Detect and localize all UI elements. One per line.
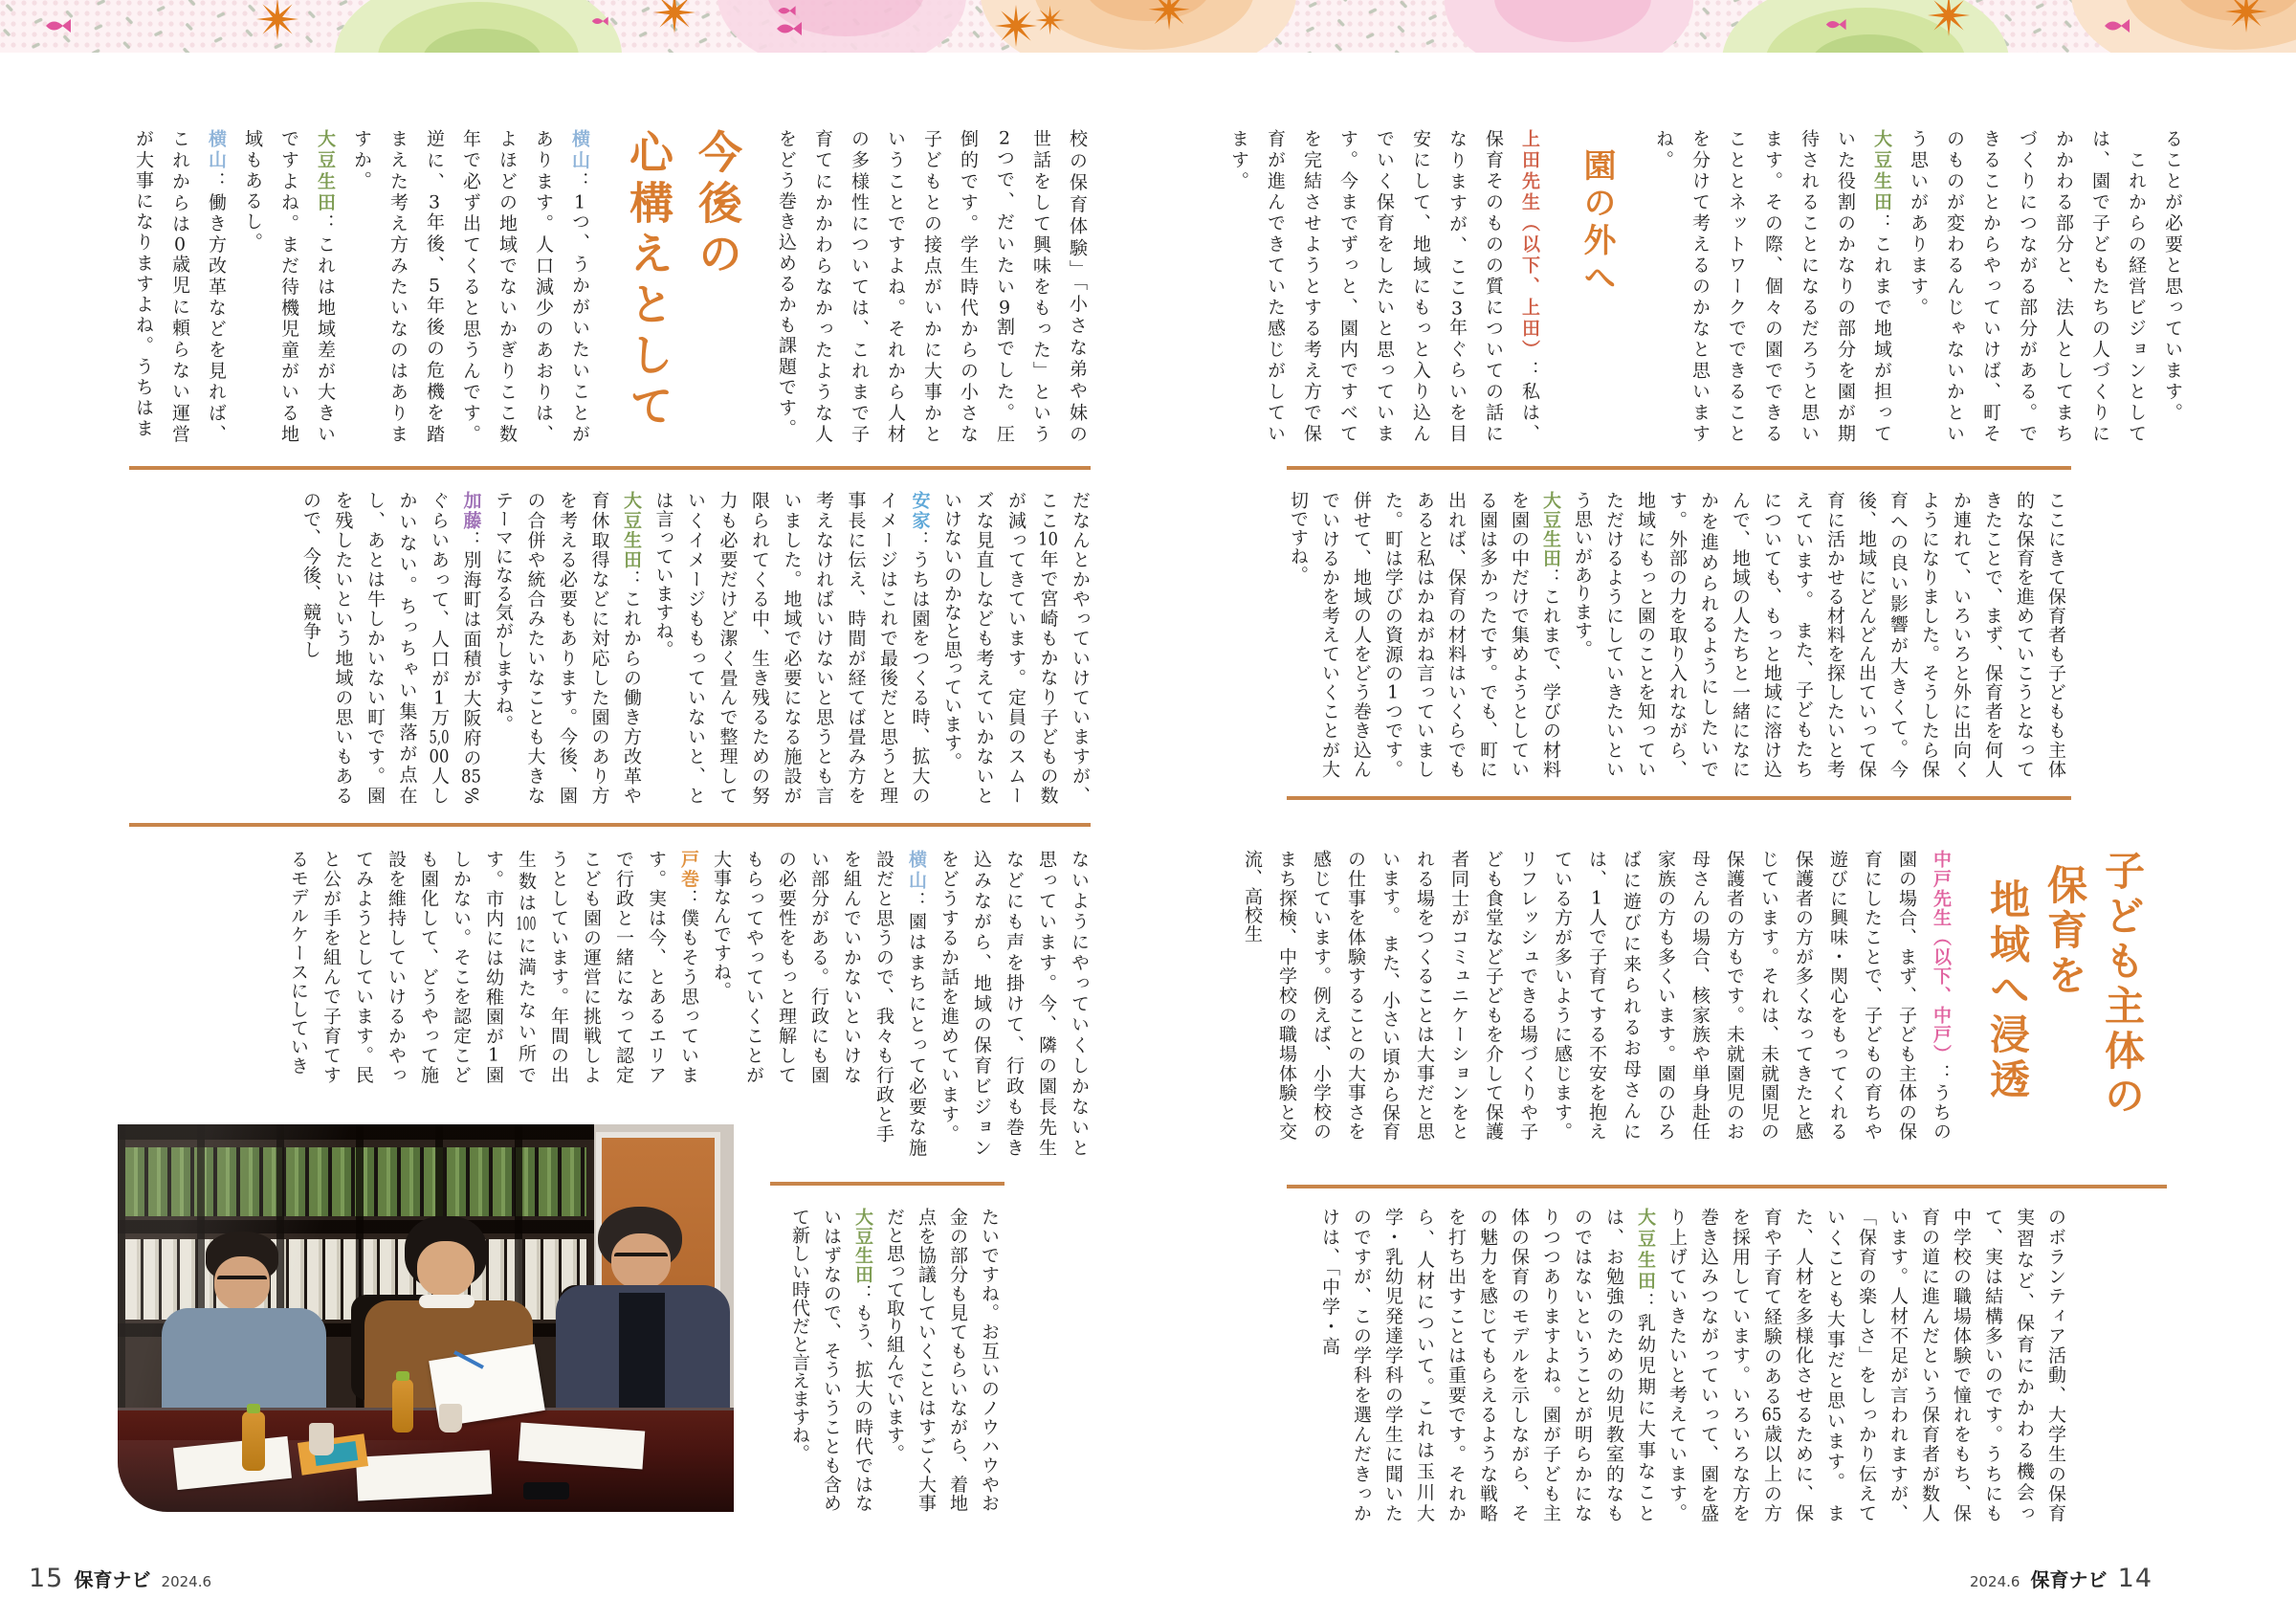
page-footer-left: [29, 1564, 211, 1593]
number: 3: [428, 193, 441, 212]
number: 1: [1590, 888, 1603, 907]
text-band-bottom: [1314, 1208, 2071, 1523]
column-block: [1282, 491, 2071, 778]
column-block: [784, 1208, 1004, 1512]
number: 5: [428, 277, 441, 296]
speaker-name: 横山: [569, 129, 590, 172]
column-block: [768, 129, 1095, 445]
paragraph: ることが必要と思っています。: [2162, 129, 2183, 424]
speech-paragraph: 戸巻：僕もそう思っています。実は今、とあるエリアで行政と一緒になって認定こども園の運営に挑戦しようとしています。年間の出生数は100に満たない所です。市内には幼稚園が1園しかない。そこを認定こども園化して、どうやって施設を維持していけるかやってみようとしています。民と公が手を組んで子育てするモデルケースにしていき: [288, 850, 699, 1084]
speaker-name: 戸巻: [678, 850, 699, 889]
speaker-name: 大豆生田: [1635, 1208, 1656, 1293]
section-divider: [1287, 796, 2071, 800]
speaker-name: 上田先生（以下、上田）: [1519, 129, 1540, 361]
section-divider: [1287, 466, 2071, 470]
column-block: [1235, 850, 1958, 1141]
number: 10: [1038, 530, 1058, 549]
photo-tea-bottle: [242, 1411, 265, 1471]
photo-paper-cup: [439, 1404, 462, 1432]
paragraph: ないようにやっていくしかないと思っています。今、隣の園長先生などにも声を掛けて、行政も巻き込みながら、地域の保育ビジョンをどうするか話を進めています。: [938, 850, 1090, 1158]
paragraph: だなんとかやっていけていますが、ここ10年で宮崎もかなり子どもの数が減ってきています。定員のスムーズな見直しなども考えていかないといけないのかなと思っています。: [941, 491, 1091, 805]
paragraph: のボランティア活動、大学生の保育実習など、保育にかかわる機会って、実は結構多いのです。うちにも中学校の職場体験で憧れをもち、保育の道に進んだという保育者が数人います。人材不足が言われますが、「保育の楽しさ」をしっかり伝えていくことも大事だと思います。 また、人材を多様化させるために、保育や子育て経験のある65歳以上の方を採用しています。いろいろな方を巻き込みつながっていって、園を盛り上げていきたいと考えています。: [1667, 1208, 2066, 1524]
number: 1: [432, 688, 446, 707]
speaker-name: 安家: [909, 491, 931, 531]
issue-date: 2024.6: [161, 1573, 212, 1590]
page-number: 14: [2117, 1564, 2152, 1593]
number: 1: [1386, 682, 1400, 701]
speaker-name: 横山: [206, 129, 227, 172]
number: 1: [573, 192, 586, 211]
magazine-name: 保育ナビ: [74, 1568, 151, 1591]
magazine-name: 保育ナビ: [2030, 1568, 2108, 1591]
section-heading-kongo-no-kokorogamae: [623, 129, 743, 445]
page-14: [1148, 0, 2296, 1621]
number: 0: [173, 235, 187, 255]
number: 9: [998, 298, 1011, 317]
column-block: [295, 491, 1096, 805]
text-band-middle: [1282, 491, 2071, 778]
speech-paragraph: 上田先生（以下、上田）：私は、保育そのものの質についての話になりますが、ここ3年ぐらいを目安にして、地域にもっと入り込んでいく保育をしたいと思っています。今までずっと、園内ですべてを完結させようとする考え方で保育が進んできていた感じがしています。: [1228, 129, 1540, 445]
section-heading-kodomo-shutai: [1984, 850, 2146, 1141]
page-footer-right: [1970, 1564, 2152, 1593]
speech-paragraph: 大豆生田：これまで地域が担っていた役割のかなりの部分を園が期待されることになるだろうと思います。その際、個々の園でできることとネットワークでできることを分けて考えるのかなと思いますね。: [1653, 129, 1892, 445]
column-block: [1314, 1208, 2071, 1523]
speech-paragraph: 大豆生田：これまで、学びの材料を園の中だけで集めようとしている園は多かったです。でも、町に出れば、保育の材料はいくらでもあると私はかねがね言っていました。町は学びの資源の1つです。併せて、地域の人をどう巻き込んでいけるかを考えていくことが大切ですね。: [1288, 491, 1561, 778]
number: 00: [429, 746, 450, 766]
issue-date: 2024.6: [1969, 1573, 2020, 1590]
section-divider: [1287, 1185, 2167, 1188]
speech-paragraph: 大豆生田：もう、拡大の時代ではないはずなので、そういうことも含めて新しい時代だと言えますね。: [789, 1208, 873, 1513]
text-band-top: [1221, 129, 2191, 445]
text-band-bottom: [784, 1208, 1004, 1512]
paragraph: を組んでいかないといけない部分がある。行政にも園の必要性をもっと理解してもらってやっていくことが大事なんですね。: [711, 850, 862, 1084]
number: 100: [516, 914, 537, 933]
photo-person-right-shirt: [619, 1293, 665, 1408]
heading-line: 保育を: [2042, 864, 2088, 999]
speaker-name: 中戸先生（以下、中戸）: [1931, 850, 1952, 1064]
speech-paragraph: 中戸先生（以下、中戸）：うちの園の場合、まず、子ども主体の保育にしたことで、子どもの育ちや遊びに興味・関心をもってくれる保護者の方が多くなってきたと感じています。それは、未就園児の保護者の方もです。未就園児のお母さんの場合、核家族や単身赴任家族の方も多くいます。園のひろばに遊びに来られるお母さんには、1人で子育てする不安を抱えている方が多いように感じます。リフレッシュできる場づくりや子ども食堂など子どもを介して保護者同士がコミュニケーションをとれる場をつくることは大事だと思います。 また、小さい頃から保育の仕事を体験することの大事さを感じています。例えば、小学校のまち探検、中学校の職場体験と交流、高校生: [1242, 850, 1952, 1142]
speaker-name: 横山: [906, 850, 927, 892]
column-block: [125, 129, 598, 445]
number: 85: [461, 767, 481, 787]
number: 3: [1450, 299, 1464, 318]
speaker-name: 大豆生田: [315, 129, 336, 214]
paragraph: ここにきて保育者も子どもも主体的な保育を進めていこうとなってきたことで、まず、保育者を何人か連れて、いろいろと外に出向くようになりました。そうしたら保育への良い影響が大きくて。今後、地域にどんどん出ていって保育に活かせる材料を探したいと考えています。 また、子どもたちについても、もっと地域に溶け込んで、地域の人たちと一緒になにかを進められるようにしたいです。外部の力を取り入れながら、地域にもっと園のことを知っていただけるようにしていきたいという思いがあります。: [1572, 491, 2066, 778]
heading-line: 地域へ浸透: [1984, 878, 2031, 1103]
heading-line: 今後の: [692, 129, 743, 281]
paragraph: たいですね。お互いのノウハウやお金の部分も見てもらいながら、着地点を協議していくことはすごく大事だと思って取り組んでいます。: [884, 1208, 1000, 1512]
speech-paragraph: 大豆生田：これは地域差が大きいですよね。まだ待機児童がいる地域もあるし。: [242, 129, 336, 446]
photo-paper-cup: [309, 1423, 334, 1455]
heading-line: 心構えとして: [623, 129, 674, 433]
speaker-name: 大豆生田: [852, 1208, 873, 1284]
section-divider: [129, 823, 1091, 827]
speech-paragraph: 加藤：別海町は面積が大阪府の85%ぐらいあって、人口が1万5,000人しかいない。ちっちゃい集落が点在し、あとは牛しかいない町です。園を残したいという地域の思いもあるので、今後、競争し: [300, 491, 482, 806]
speech-paragraph: 大豆生田：乳幼児期に大事なことは、お勉強のための幼児教室的なものではないということが明らかになりつつありますよね。園が子ども主体の保育のモデルを示しながら、その魅力を感じてもらえるような戦略を打ち出すことは重要です。それから、人材について。これは玉川大学・乳幼児発達学科の学生に聞いたのですが、この学科を選んだきっかけは、「中学・高: [1319, 1208, 1656, 1524]
photo-bottle-cap: [396, 1371, 409, 1381]
number: 65: [1761, 1406, 1782, 1425]
speech-paragraph: 横山：園はまちにとって必要な施設だと思うので、我々も行政と手: [873, 850, 927, 1159]
photo-smartphone: [523, 1482, 569, 1499]
number: 1: [487, 1046, 500, 1065]
number: 5,0: [429, 727, 450, 746]
speech-paragraph: 横山：働き方改革などを見れば、これからは0歳児に頼らない運営が大事になりますよね。うちはま: [133, 129, 227, 445]
section-heading-en-no-soto-e: 園の外へ: [1578, 148, 1616, 298]
text-band-lower: [282, 850, 1095, 1158]
column-block: [868, 850, 1095, 1158]
section-divider: [770, 1182, 1004, 1186]
text-band-top: [125, 129, 1095, 445]
photo-bottle-cap: [247, 1404, 260, 1413]
paragraph: 校の保育体験」「小さな弟や妹の世話をして興味をもった」という2つで、だいたい9割でした。圧倒的です。学生時代からの小さな子どもとの接点がいかに大事かということですよね。それから人材の多様性については、これまで子育てにかかわらなかったような人をどう巻き込めるかも課題です。: [776, 129, 1088, 445]
photo-person-left-glasses: [217, 1276, 267, 1289]
speaker-name: 大豆生田: [621, 491, 642, 570]
column-block: [1221, 129, 1548, 445]
section-divider: [129, 466, 1091, 470]
text-band-middle: [295, 491, 1096, 805]
column-block-above-photo: [282, 850, 868, 1084]
speech-paragraph: 横山：1つ、うかがいたいことがあります。人口減少のあおりは、よほどの地域でないかぎりここ数年で必ず出てくると思うんです。逆に、3年後、5年後の危機を踏まえた考え方みたいなのはありますか。: [351, 129, 590, 445]
number: 2: [998, 129, 1011, 147]
page-number: 15: [29, 1564, 64, 1593]
speaker-name: 大豆生田: [1871, 129, 1892, 213]
photo-person-center-face: [417, 1241, 475, 1297]
text-band-lower: [1235, 850, 2167, 1141]
photo-person-center-collar: [419, 1295, 475, 1308]
speech-paragraph: 大豆生田：これからの働き方改革や育休取得などに対応した園のあり方を考える必要もあります。今後、園の合併や統合みたいなことも大きなテーマになる気がしますね。: [493, 491, 642, 806]
speaker-name: 加藤: [460, 491, 482, 531]
column-block: [1645, 129, 2191, 445]
speech-paragraph: 安家：うちは園をつくる時、拡大のイメージはこれで最後だと思うと理事長に伝え、時間が経てば畳み方を考えなければいけないと思うとも言いました。地域で必要になる施設が限られてくる中、生き残るための努力も必要だけど潔く畳んで整理していくイメージももっていないと、とは言っていますね。: [652, 491, 931, 806]
photo-tea-bottle: [392, 1379, 413, 1432]
photo-paper: [356, 1450, 492, 1500]
heading-line: 子ども主体の: [2099, 850, 2146, 1120]
speaker-name: 大豆生田: [1540, 491, 1561, 568]
interview-photo: [118, 1124, 734, 1512]
photo-person-right-glasses: [614, 1253, 668, 1266]
paragraph: これからの経営ビジョンとしては、園で子どもたちの人づくりにかかわる部分と、法人としてまちづくりにつながる部分がある。できることからやっていけば、町そのものが変わるんじゃないかという思いがあります。: [1908, 129, 2147, 445]
